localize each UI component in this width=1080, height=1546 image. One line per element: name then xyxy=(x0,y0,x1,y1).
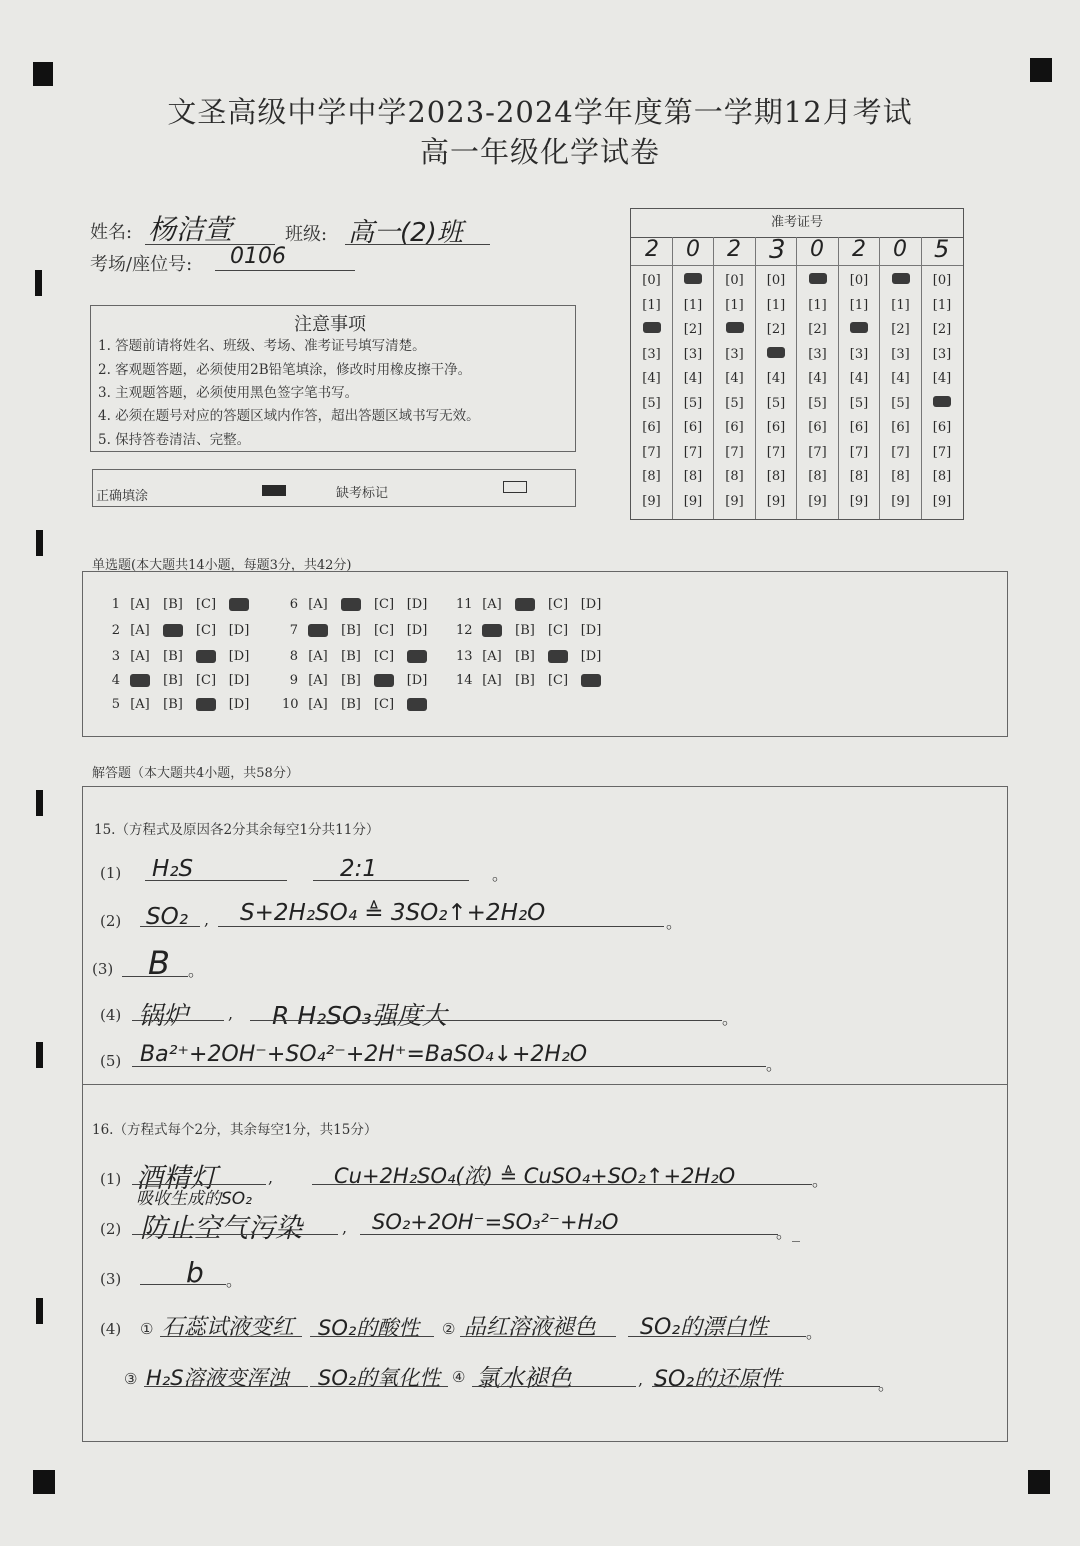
q15-4-label: (4) xyxy=(100,1006,122,1024)
exam-id-bubble[interactable]: [2] xyxy=(891,322,910,337)
choice-bubble[interactable]: [B] xyxy=(163,597,183,612)
exam-id-bubble[interactable]: [0] xyxy=(766,273,786,288)
answer-line xyxy=(312,1184,812,1185)
exam-id-bubble[interactable]: [0] xyxy=(642,273,661,288)
exam-id-bubble[interactable] xyxy=(631,322,672,337)
period: 。 xyxy=(226,1271,243,1290)
answer-line xyxy=(132,1020,224,1021)
comma: , xyxy=(268,1168,274,1187)
choice-question-8 xyxy=(282,649,436,664)
q16-3-answer-a: b xyxy=(186,1256,204,1289)
q15-1-answer-a: H₂S xyxy=(152,856,194,882)
question-number: 9 xyxy=(289,673,298,688)
registration-mark xyxy=(36,1042,43,1068)
question-number: 13 xyxy=(456,649,473,664)
notice-item: 3. 主观题答题，必须使用黑色签字笔书写。 xyxy=(98,385,359,401)
exam-id-bubble[interactable]: [9] xyxy=(849,493,869,509)
q16-5-answer-b: SO₂的氧化性 xyxy=(318,1366,441,1390)
choice-bubble[interactable]: [D] xyxy=(406,623,428,638)
period: 。 xyxy=(188,961,205,980)
choice-bubble[interactable] xyxy=(126,673,154,688)
choice-question-9 xyxy=(282,673,436,688)
choice-bubble[interactable]: [B] xyxy=(341,623,361,638)
choice-bubble[interactable] xyxy=(403,649,431,664)
answer-line xyxy=(310,1336,434,1337)
choice-bubble[interactable] xyxy=(544,649,572,664)
q16-1-answer-b: Cu+2H₂SO₄(浓) ≜ CuSO₄+SO₂↑+2H₂O xyxy=(334,1164,736,1188)
question-number: 10 xyxy=(282,697,299,712)
answer-line xyxy=(122,976,188,977)
question-number: 5 xyxy=(111,697,120,712)
exam-id-bubble[interactable]: [8] xyxy=(766,469,786,484)
registration-mark xyxy=(36,1298,43,1324)
choice-bubble[interactable] xyxy=(192,649,220,664)
exam-id-bubble[interactable]: [3] xyxy=(642,346,661,362)
q15-5-answer-a: Ba²⁺+2OH⁻+SO₄²⁻+2H⁺=BaSO₄↓+2H₂O xyxy=(140,1042,588,1067)
exam-id-bubble[interactable]: [3] xyxy=(891,346,910,362)
choice-bubble[interactable]: [D] xyxy=(580,623,602,638)
answer-line xyxy=(218,926,664,927)
choice-bubble[interactable]: [D] xyxy=(228,623,250,638)
notice-title: 注意事项 xyxy=(294,314,366,335)
notice-item: 4. 必须在题号对应的答题区域内作答，超出答题区域书写无效。 xyxy=(98,408,480,424)
choice-bubble[interactable]: [B] xyxy=(163,649,183,664)
exam-id-bubble[interactable]: [4] xyxy=(766,371,786,386)
exam-id-bubble[interactable] xyxy=(797,273,838,288)
exam-id-bubble[interactable]: [6] xyxy=(891,420,910,435)
period: 。 xyxy=(722,1009,739,1028)
exam-id-bubble[interactable]: [4] xyxy=(808,371,827,386)
q15-2-label: (2) xyxy=(100,912,122,930)
answer-line xyxy=(472,1386,636,1387)
q16-5-answer-d: SO₂的还原性 xyxy=(654,1367,783,1392)
answer-line xyxy=(460,1336,616,1337)
answer-line xyxy=(313,880,469,881)
choice-bubble[interactable]: [D] xyxy=(228,697,250,712)
q16-4-circle-1: ① xyxy=(140,1320,154,1338)
choice-bubble[interactable]: [A] xyxy=(130,597,150,612)
exam-id-bubble[interactable]: [5] xyxy=(683,395,703,411)
exam-id-bubble[interactable]: [0] xyxy=(725,273,744,288)
exam-id-bubble[interactable] xyxy=(839,322,880,337)
exam-id-bubble[interactable]: [1] xyxy=(891,297,910,313)
choice-bubble[interactable]: [A] xyxy=(130,649,150,664)
q16-2-answer-a: 防止空气污染 xyxy=(140,1213,302,1244)
answer-line xyxy=(132,1234,338,1235)
exam-id-bubble[interactable]: [7] xyxy=(642,444,661,460)
comma: , xyxy=(638,1370,644,1389)
exam-id-bubble[interactable]: [9] xyxy=(766,493,786,509)
q16-4-answer-d: SO₂的漂白性 xyxy=(640,1315,769,1340)
exam-id-bubble[interactable]: [6] xyxy=(766,420,786,435)
exam-id-bubble[interactable]: [5] xyxy=(766,395,786,411)
exam-id-bubble[interactable]: [8] xyxy=(891,469,910,484)
exam-id-bubble[interactable]: [9] xyxy=(891,493,910,509)
exam-id-bubble[interactable]: [8] xyxy=(683,469,703,484)
choice-bubble[interactable]: [B] xyxy=(341,649,361,664)
exam-id-digit: 0 xyxy=(686,237,700,262)
exam-id-bubble[interactable]: [8] xyxy=(932,469,952,484)
choice-bubble[interactable]: [C] xyxy=(373,597,395,612)
exam-id-bubble[interactable]: [0] xyxy=(932,273,952,288)
exam-subtitle: 高一年级化学试卷 xyxy=(419,135,660,169)
exam-id-bubble[interactable]: [4] xyxy=(932,371,952,386)
q15-2-answer-b: S+2H₂SO₄ ≜ 3SO₂↑+2H₂O xyxy=(240,900,546,926)
choice-bubble[interactable]: [C] xyxy=(195,597,217,612)
exam-title: 文圣高级中学中学2023-2024学年度第一学期12月考试 xyxy=(167,95,913,129)
exam-id-bubble[interactable]: [9] xyxy=(725,493,744,509)
choice-bubble[interactable] xyxy=(304,623,332,638)
q15-5-label: (5) xyxy=(100,1052,122,1070)
q15-3-label: (3) xyxy=(92,960,114,978)
answer-box xyxy=(82,786,1008,1442)
exam-id-bubble[interactable]: [5] xyxy=(642,395,661,411)
registration-mark xyxy=(33,62,53,86)
choice-bubble[interactable]: [B] xyxy=(515,623,535,638)
choice-bubble[interactable] xyxy=(577,673,605,688)
choice-bubble[interactable] xyxy=(225,597,253,612)
exam-id-bubble[interactable]: [7] xyxy=(766,444,786,460)
choice-bubble[interactable]: [B] xyxy=(341,697,361,712)
choice-question-3 xyxy=(104,649,258,664)
answer-line xyxy=(250,1020,722,1021)
choice-bubble[interactable]: [B] xyxy=(341,673,361,688)
choice-bubble[interactable] xyxy=(192,697,220,712)
choice-bubble[interactable]: [D] xyxy=(580,649,602,664)
exam-id-bubble[interactable]: [3] xyxy=(808,346,827,362)
exam-id-bubble[interactable]: [8] xyxy=(642,469,661,484)
question-number: 11 xyxy=(456,597,473,612)
exam-id-bubble[interactable]: [5] xyxy=(891,395,910,411)
period: 。 xyxy=(666,913,683,932)
exam-id-bubble[interactable] xyxy=(673,273,714,288)
choice-question-10 xyxy=(282,697,436,712)
exam-id-bubble[interactable]: [9] xyxy=(932,493,952,509)
exam-id-bubble[interactable]: [1] xyxy=(849,297,869,313)
choice-bubble[interactable] xyxy=(370,673,398,688)
choice-bubble[interactable]: [B] xyxy=(163,673,183,688)
answer-line xyxy=(360,1234,778,1235)
exam-id-bubble[interactable]: [7] xyxy=(932,444,952,460)
question-number: 4 xyxy=(111,673,120,688)
choice-question-13 xyxy=(456,649,610,664)
choice-bubble[interactable]: [D] xyxy=(228,673,250,688)
choice-question-1 xyxy=(104,597,258,612)
choice-question-6 xyxy=(282,597,436,612)
absent-mark-box xyxy=(503,481,527,493)
period: 。 xyxy=(806,1323,823,1342)
exam-id-digit: 0 xyxy=(893,237,907,262)
choice-bubble[interactable]: [D] xyxy=(580,597,602,612)
q16-4-answer-c: 品红溶液褪色 xyxy=(464,1315,597,1340)
question-number: 1 xyxy=(111,597,120,612)
q15-4-answer-a: 锅炉 xyxy=(138,1001,189,1030)
choice-bubble[interactable] xyxy=(337,597,365,612)
choice-question-2 xyxy=(104,623,258,638)
class-underline xyxy=(345,244,490,245)
question-number: 14 xyxy=(456,673,473,688)
exam-id-bubble[interactable]: [3] xyxy=(849,346,869,362)
exam-id-bubble[interactable] xyxy=(714,322,755,337)
notice-item: 2. 客观题答题，必须使用2B铅笔填涂，修改时用橡皮擦干净。 xyxy=(98,362,472,378)
name-value: 杨洁萱 xyxy=(148,213,233,246)
q16-3-label: (3) xyxy=(100,1270,122,1288)
seat-value: 0106 xyxy=(230,244,286,269)
choice-bubble[interactable]: [A] xyxy=(482,673,502,688)
choice-bubble[interactable]: [A] xyxy=(482,649,502,664)
choice-bubble[interactable]: [A] xyxy=(308,697,328,712)
comma: , xyxy=(228,1004,234,1023)
exam-id-digit: 2 xyxy=(852,237,866,262)
choice-question-5 xyxy=(104,697,258,712)
period: 。 xyxy=(492,865,509,884)
registration-mark xyxy=(33,1470,55,1494)
exam-id-bubble[interactable]: [7] xyxy=(808,444,827,460)
answer-line xyxy=(140,1284,226,1285)
exam-id-bubble[interactable]: [5] xyxy=(849,395,869,411)
answer-line xyxy=(310,1386,448,1387)
exam-id-bubble[interactable]: [9] xyxy=(683,493,703,509)
answer-line xyxy=(160,1336,302,1337)
answer-line xyxy=(145,880,287,881)
q16-5-circle-4: ④ xyxy=(452,1368,466,1386)
choice-bubble[interactable]: [A] xyxy=(130,623,150,638)
exam-id-bubble[interactable]: [7] xyxy=(683,444,703,460)
q16-5-answer-c: 氯水褪色 xyxy=(476,1364,572,1392)
name-label: 姓名: xyxy=(90,222,133,243)
question-number: 12 xyxy=(456,623,473,638)
choice-bubble[interactable]: [A] xyxy=(130,697,150,712)
exam-id-bubble[interactable]: [4] xyxy=(849,371,869,386)
exam-id-bubble[interactable]: [1] xyxy=(766,297,786,313)
exam-id-bubble[interactable]: [6] xyxy=(725,420,744,435)
exam-id-label: 准考证号 xyxy=(631,209,963,238)
exam-id-bubble[interactable]: [5] xyxy=(725,395,744,411)
exam-id-bubble[interactable] xyxy=(880,273,921,288)
exam-id-bubble[interactable]: [2] xyxy=(766,322,786,337)
exam-id-bubble[interactable]: [4] xyxy=(891,371,910,386)
exam-id-bubble[interactable]: [3] xyxy=(932,346,952,362)
registration-mark xyxy=(35,270,42,296)
exam-id-bubble[interactable]: [6] xyxy=(683,420,703,435)
q16-4-answer-a: 石蕊试液变红 xyxy=(162,1315,295,1340)
choice-bubble[interactable]: [D] xyxy=(406,673,428,688)
q16-4-answer-b: SO₂的酸性 xyxy=(318,1316,420,1340)
exam-id-digit: 3 xyxy=(769,235,786,265)
exam-id-bubble[interactable]: [8] xyxy=(808,469,827,484)
exam-id-bubble[interactable]: [4] xyxy=(683,371,703,386)
answer-line xyxy=(140,926,200,927)
choice-bubble[interactable]: [C] xyxy=(547,597,569,612)
q16-5-answer-a: H₂S溶液变浑浊 xyxy=(146,1366,289,1390)
exam-id-digit: 2 xyxy=(727,237,741,262)
answer-line xyxy=(652,1386,880,1387)
registration-mark xyxy=(1030,58,1052,82)
correct-fill-label: 正确填涂 xyxy=(96,489,149,504)
q15-2-answer-a: SO₂ xyxy=(146,904,188,930)
choice-question-12 xyxy=(456,623,610,638)
choice-bubble[interactable]: [D] xyxy=(406,597,428,612)
registration-mark xyxy=(36,790,43,816)
registration-mark xyxy=(1028,1470,1050,1494)
choice-bubble[interactable] xyxy=(478,623,506,638)
period: 。 xyxy=(766,1055,783,1074)
q15-4-answer-b: R H₂SO₃强度大 xyxy=(272,1001,447,1030)
q15-3-answer-a: B xyxy=(148,944,170,982)
question-number: 8 xyxy=(289,649,298,664)
choice-bubble[interactable]: [C] xyxy=(373,697,395,712)
notice-item: 1. 答题前请将姓名、班级、考场、准考证号填写清楚。 xyxy=(98,338,426,354)
exam-id-digit: 5 xyxy=(934,235,950,263)
q16-2-note: 吸收生成的SO₂ xyxy=(136,1189,252,1209)
choice-bubble[interactable] xyxy=(511,597,539,612)
period: 。 xyxy=(878,1375,895,1394)
exam-id-bubble[interactable]: [4] xyxy=(642,371,661,386)
exam-id-bubble[interactable] xyxy=(756,347,797,362)
q16-1-label: (1) xyxy=(100,1170,122,1188)
choice-bubble[interactable]: [C] xyxy=(195,623,217,638)
choice-bubble[interactable]: [C] xyxy=(547,673,569,688)
q16-4-label: (4) xyxy=(100,1320,122,1338)
exam-id-bubble[interactable]: [1] xyxy=(642,297,661,313)
exam-id-bubble[interactable]: [7] xyxy=(725,444,744,460)
q15-1-answer-b: 2:1 xyxy=(340,856,378,882)
choice-question-7 xyxy=(282,623,436,638)
q16-1-answer-a: 酒精灯 xyxy=(136,1163,217,1194)
choice-bubble[interactable] xyxy=(159,623,187,638)
exam-id-bubble[interactable]: [6] xyxy=(642,420,661,435)
exam-id-bubble[interactable]: [1] xyxy=(808,297,827,313)
answer-line xyxy=(132,1066,766,1067)
choice-bubble[interactable]: [B] xyxy=(515,673,535,688)
class-label: 班级: xyxy=(285,224,328,245)
choice-bubble[interactable]: [A] xyxy=(308,673,328,688)
exam-id-bubble[interactable]: [6] xyxy=(932,420,952,435)
choice-bubble[interactable] xyxy=(403,697,431,712)
q16-title: 16.（方程式每个2分，其余每空1分，共15分） xyxy=(92,1122,378,1138)
choice-bubble[interactable]: [A] xyxy=(308,649,328,664)
exam-id-bubble[interactable]: [6] xyxy=(849,420,869,435)
comma: , xyxy=(204,910,210,929)
question-number: 7 xyxy=(289,623,298,638)
choice-bubble[interactable]: [B] xyxy=(515,649,535,664)
correct-fill-sample xyxy=(262,485,286,496)
exam-id-bubble[interactable]: [2] xyxy=(683,322,703,337)
choice-bubble[interactable]: [C] xyxy=(373,623,395,638)
exam-id-bubble[interactable]: [5] xyxy=(808,395,827,411)
exam-id-bubble[interactable]: [3] xyxy=(725,346,744,362)
choice-bubble[interactable]: [D] xyxy=(228,649,250,664)
answer-line xyxy=(144,1386,308,1387)
exam-id-digit: 0 xyxy=(810,237,824,262)
registration-mark xyxy=(36,530,43,556)
choice-bubble[interactable]: [B] xyxy=(163,697,183,712)
exam-id-bubble[interactable]: [2] xyxy=(932,322,952,337)
choice-question-11 xyxy=(456,597,610,612)
question-number: 2 xyxy=(111,623,120,638)
seat-label: 考场/座位号: xyxy=(90,254,193,275)
q16-2-label: (2) xyxy=(100,1220,122,1238)
exam-id-bubble[interactable]: [1] xyxy=(683,297,703,313)
question-number: 3 xyxy=(111,649,120,664)
exam-id-bubble[interactable]: [7] xyxy=(891,444,910,460)
exam-id-bubble[interactable]: [4] xyxy=(725,371,744,386)
exam-id-bubble[interactable]: [1] xyxy=(725,297,744,313)
period: 。 xyxy=(812,1171,829,1190)
exam-id-bubble[interactable]: [0] xyxy=(849,273,869,288)
exam-id-bubble[interactable]: [9] xyxy=(642,493,661,509)
choice-bubble[interactable]: [C] xyxy=(373,649,395,664)
exam-id-bubble[interactable]: [2] xyxy=(808,322,827,337)
choice-bubble[interactable]: [A] xyxy=(482,597,502,612)
period: 。_ xyxy=(776,1223,801,1242)
exam-id-digit: 2 xyxy=(645,237,659,262)
absent-mark-label: 缺考标记 xyxy=(336,486,389,501)
answer-section-header: 解答题（本大题共4小题，共58分） xyxy=(92,766,299,781)
q16-4-circle-2: ② xyxy=(442,1320,456,1338)
comma: , xyxy=(342,1218,348,1237)
exam-id-bubble[interactable]: [1] xyxy=(932,297,952,313)
answer-line xyxy=(628,1336,806,1337)
exam-id-bubble[interactable]: [7] xyxy=(849,444,869,460)
single-choice-header: 单选题(本大题共14小题，每题3分，共42分) xyxy=(92,558,352,573)
exam-id-grid xyxy=(630,208,964,520)
notice-item: 5. 保持答卷清洁、完整。 xyxy=(98,432,251,448)
exam-id-bubble[interactable] xyxy=(922,396,963,411)
exam-id-bubble[interactable]: [9] xyxy=(808,493,827,509)
exam-id-bubble[interactable]: [6] xyxy=(808,420,827,435)
q16-2-answer-b: SO₂+2OH⁻=SO₃²⁻+H₂O xyxy=(372,1210,619,1234)
choice-question-14 xyxy=(456,673,610,688)
class-value: 高一(2)班 xyxy=(348,218,463,248)
exam-id-bubble[interactable]: [8] xyxy=(849,469,869,484)
q16-5-circle-3: ③ xyxy=(124,1370,138,1388)
q15-1-label: (1) xyxy=(100,864,122,882)
exam-id-bubble[interactable]: [8] xyxy=(725,469,744,484)
choice-question-4 xyxy=(104,673,258,688)
exam-id-bubble[interactable]: [3] xyxy=(683,346,703,362)
choice-bubble[interactable]: [C] xyxy=(547,623,569,638)
answer-divider xyxy=(82,1084,1008,1085)
choice-bubble[interactable]: [A] xyxy=(308,597,328,612)
choice-bubble[interactable]: [C] xyxy=(195,673,217,688)
question-number: 6 xyxy=(289,597,298,612)
q15-title: 15.（方程式及原因各2分其余每空1分共11分） xyxy=(94,822,380,838)
seat-underline xyxy=(215,270,355,271)
